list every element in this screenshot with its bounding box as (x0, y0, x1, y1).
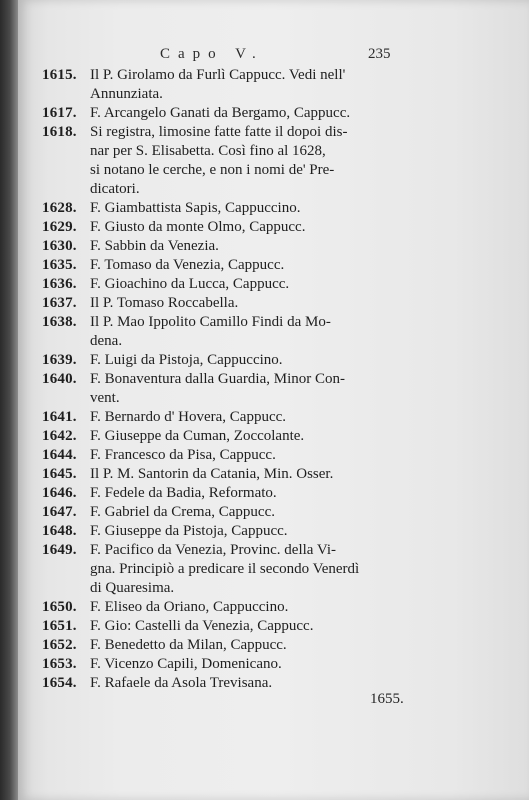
entry-line: vent. (90, 390, 120, 406)
entry-line: F. Luigi da Pistoja, Cappuccino. (90, 352, 283, 368)
entry-line: gna. Principiò a predicare il secondo Venerdì (90, 561, 360, 577)
entry-line: Il P. Girolamo da Furlì Cappucc. Vedi nell' (90, 67, 346, 83)
entry-line: F. Giuseppe da Pistoja, Cappucc. (90, 523, 288, 539)
entry-line: F. Vicenzo Capili, Domenicano. (90, 656, 282, 672)
entry-text (90, 218, 447, 237)
entry-year: 1646. (42, 485, 77, 501)
entry-line: Il P. Mao Ippolito Camillo Findi da Mo- (90, 314, 331, 330)
entry-text (90, 522, 447, 541)
entry-text (90, 370, 447, 408)
entry-line: nar per S. Elisabetta. Così fino al 1628, (90, 143, 326, 159)
entry-year: 1636. (42, 276, 77, 292)
entry-line: F. Bernardo d' Hovera, Cappucc. (90, 409, 287, 425)
list-item (42, 370, 447, 408)
entry-year: 1628. (42, 200, 77, 216)
list-item (42, 617, 447, 636)
entry-text (90, 408, 447, 427)
entry-text (90, 427, 447, 446)
running-head (18, 46, 529, 66)
entry-year: 1644. (42, 447, 77, 463)
list-item (42, 522, 447, 541)
list-item (42, 237, 447, 256)
entry-year: 1638. (42, 314, 77, 330)
list-item (42, 503, 447, 522)
entry-text (90, 123, 447, 199)
list-item (42, 218, 447, 237)
list-item (42, 465, 447, 484)
entry-year: 1653. (42, 656, 77, 672)
list-item (42, 275, 447, 294)
list-item (42, 636, 447, 655)
entry-year: 1649. (42, 542, 77, 558)
list-item (42, 598, 447, 617)
entry-line: F. Fedele da Badia, Reformato. (90, 485, 277, 501)
entry-year: 1650. (42, 599, 77, 615)
entry-text (90, 598, 447, 617)
entry-text (90, 104, 447, 123)
entry-text (90, 465, 447, 484)
entry-line: Il P. M. Santorin da Catania, Min. Osser. (90, 466, 334, 482)
entry-text (90, 503, 447, 522)
entry-year: 1630. (42, 238, 77, 254)
entry-year: 1642. (42, 428, 77, 444)
entry-line: Si registra, limosine fatte fatte il dopoi dis- (90, 124, 348, 140)
entry-line: F. Giambattista Sapis, Cappuccino. (90, 200, 301, 216)
entry-year: 1618. (42, 124, 77, 140)
entry-text (90, 636, 447, 655)
entry-line: F. Gioachino da Lucca, Cappucc. (90, 276, 290, 292)
entry-line: F. Bonaventura dalla Guardia, Minor Con- (90, 371, 345, 387)
entry-line: di Quaresima. (90, 580, 175, 596)
list-item (42, 408, 447, 427)
book-page (18, 0, 529, 800)
list-item (42, 294, 447, 313)
entry-line: F. Eliseo da Oriano, Cappuccino. (90, 599, 289, 615)
entry-year: 1615. (42, 67, 77, 83)
list-item (42, 256, 447, 275)
list-item (42, 541, 447, 598)
entry-line: F. Pacifico da Venezia, Provinc. della Vi- (90, 542, 337, 558)
entry-line: F. Gio: Castelli da Venezia, Cappucc. (90, 618, 314, 634)
entry-line: F. Giuseppe da Cuman, Zoccolante. (90, 428, 305, 444)
chapter-heading: Capo V. (160, 46, 264, 62)
entry-line: F. Arcangelo Ganati da Bergamo, Cappucc. (90, 105, 351, 121)
entry-text (90, 541, 447, 598)
entry-year: 1652. (42, 637, 77, 653)
list-item (42, 104, 447, 123)
list-item (42, 313, 447, 351)
entry-text (90, 275, 447, 294)
entry-year: 1617. (42, 105, 77, 121)
list-item (42, 66, 447, 104)
entry-year: 1641. (42, 409, 77, 425)
entry-line: F. Rafaele da Asola Trevisana. (90, 675, 273, 691)
entry-year: 1645. (42, 466, 77, 482)
list-item (42, 484, 447, 503)
entry-text (90, 66, 447, 104)
entry-text (90, 237, 447, 256)
entry-text (90, 313, 447, 351)
entry-line: F. Sabbin da Venezia. (90, 238, 219, 254)
entry-text (90, 655, 447, 674)
entry-line: F. Tomaso da Venezia, Cappucc. (90, 257, 285, 273)
entry-line: F. Benedetto da Milan, Cappucc. (90, 637, 287, 653)
entry-year: 1651. (42, 618, 77, 634)
entry-year: 1639. (42, 352, 77, 368)
entry-year: 1640. (42, 371, 77, 387)
list-item (42, 427, 447, 446)
entry-year: 1648. (42, 523, 77, 539)
entry-text (90, 484, 447, 503)
catchword: 1655. (370, 691, 404, 707)
entry-line: F. Giusto da monte Olmo, Cappucc. (90, 219, 306, 235)
entry-year: 1635. (42, 257, 77, 273)
entry-line: F. Gabriel da Crema, Cappucc. (90, 504, 275, 520)
page-gutter-shadow (0, 0, 18, 800)
entries-list (42, 66, 447, 693)
entry-text (90, 617, 447, 636)
entry-line: si notano le cerche, e non i nomi de' Pre- (90, 162, 335, 178)
entry-year: 1654. (42, 675, 77, 691)
page-number: 235 (368, 46, 391, 62)
list-item (42, 655, 447, 674)
entry-text (90, 294, 447, 313)
entry-text (90, 199, 447, 218)
entry-year: 1647. (42, 504, 77, 520)
entry-line: Il P. Tomaso Roccabella. (90, 295, 239, 311)
entry-line: dicatori. (90, 181, 140, 197)
entry-line: Annunziata. (90, 86, 163, 102)
entry-text (90, 351, 447, 370)
entry-text (90, 446, 447, 465)
entry-line: dena. (90, 333, 123, 349)
list-item (42, 351, 447, 370)
list-item (42, 199, 447, 218)
list-item (42, 446, 447, 465)
entry-line: F. Francesco da Pisa, Cappucc. (90, 447, 276, 463)
entry-text (90, 256, 447, 275)
entry-year: 1637. (42, 295, 77, 311)
entry-year: 1629. (42, 219, 77, 235)
list-item (42, 123, 447, 199)
